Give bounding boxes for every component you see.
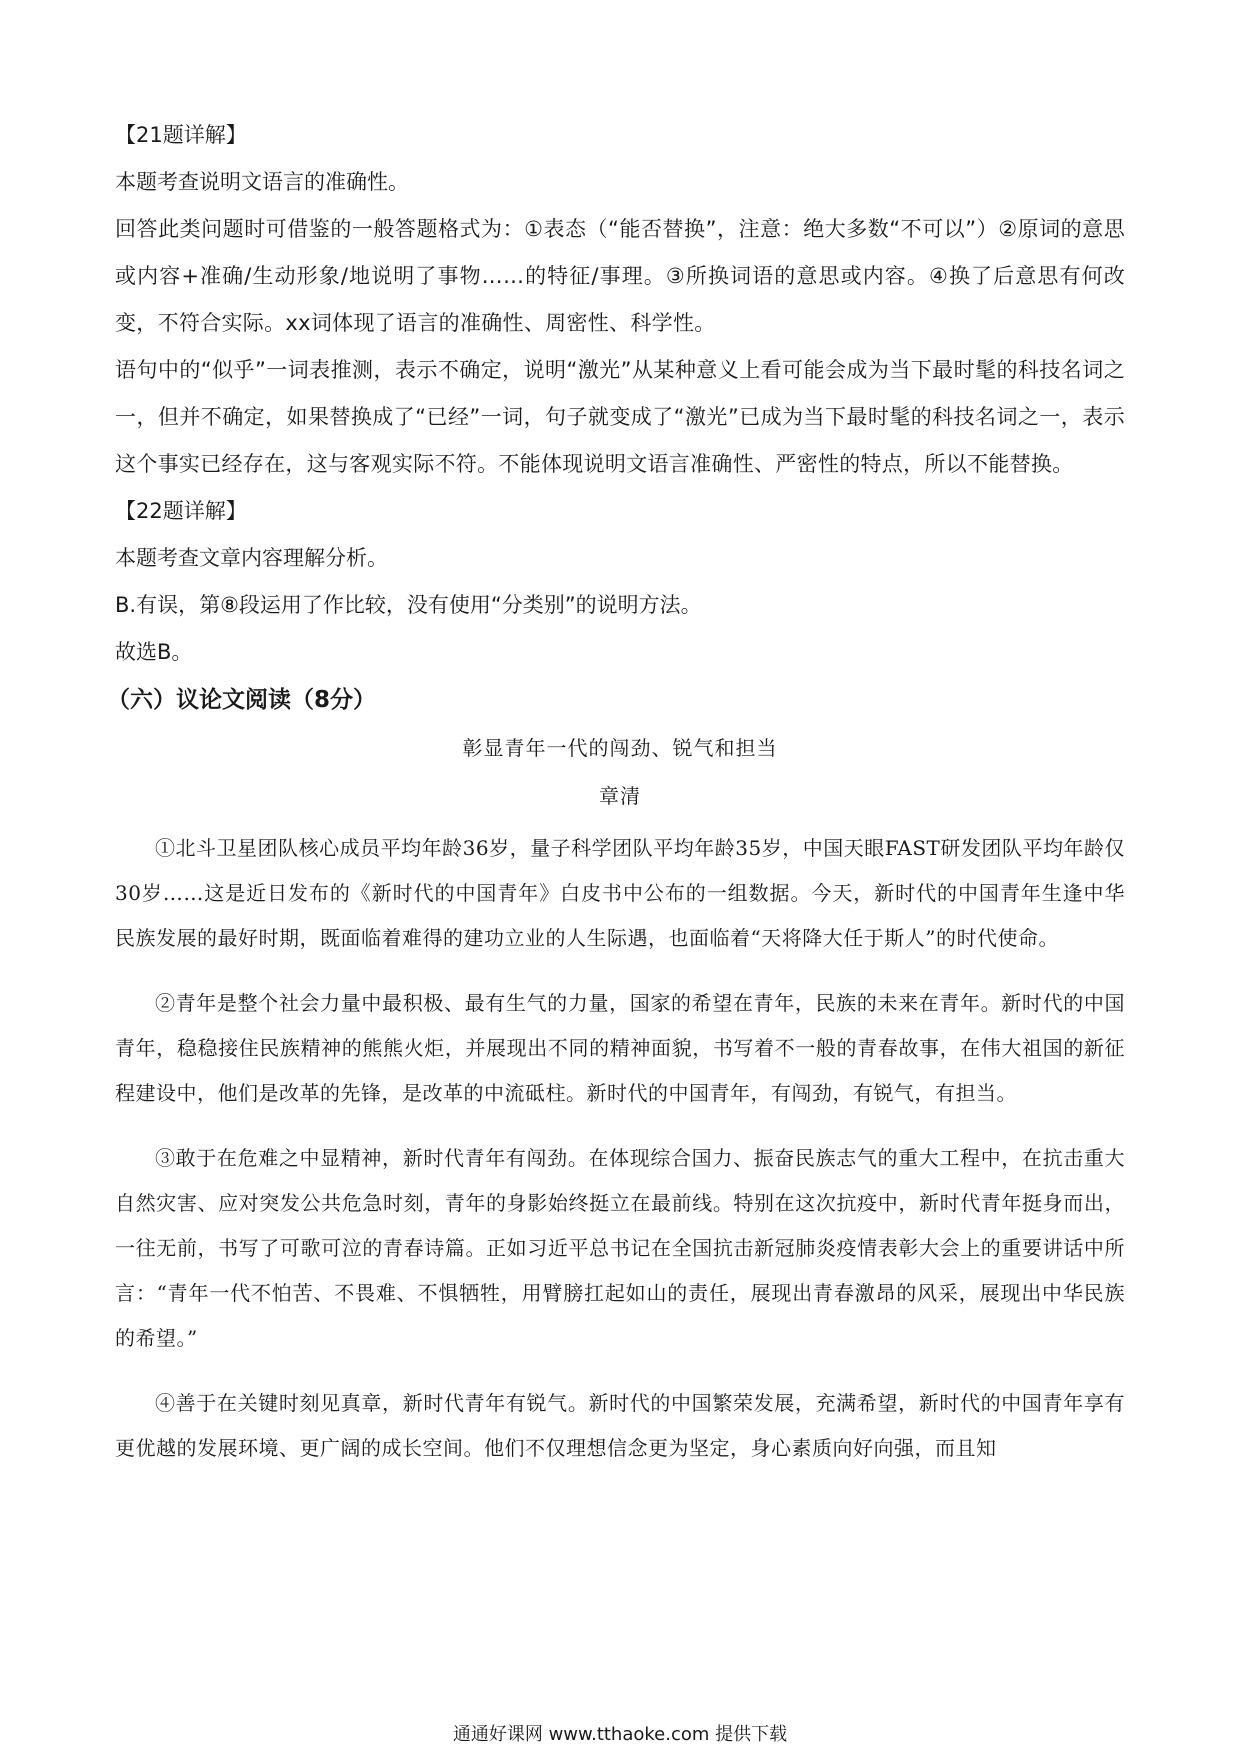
article-paragraph-1: ①北斗卫星团队核心成员平均年龄36岁，量子科学团队平均年龄35岁，中国天眼FAST研发团队平均年龄仅30岁……这是近日发布的《新时代的中国青年》白皮书中公布的一组数据。今天，新时代的中国青年生逢中华民族发展的最好时期，既面临着难得的建功立业的人生际遇，也面临着“天将降大任于斯人”的时代使命。	[115, 836, 1125, 950]
article-paragraph-4: ④善于在关键时刻见真章，新时代青年有锐气。新时代的中国繁荣发展，充满希望，新时代的中国青年享有更优越的发展环境、更广阔的成长空间。他们不仅理想信念更为坚定，身心素质向好向强，而且知	[115, 1391, 1125, 1460]
article-author: 章清	[599, 784, 641, 808]
q21-analysis: 语句中的“似乎”一词表推测，表示不确定，说明“激光”从某种意义上看可能会成为当下最时髦的科技名词之一，但并不确定，如果替换成了“已经”一词，句子就变成了“激光”已成为当下最时髦的科技名词之一，表示这个事实已经存在，这与客观实际不符。不能体现说明文语言准确性、严密性的特点，所以不能替换。	[115, 358, 1125, 476]
q21-intro: 本题考查说明文语言的准确性。	[115, 170, 409, 194]
q22-analysis: B.有误，第⑧段运用了作比较，没有使用“分类别”的说明方法。	[115, 593, 702, 617]
document-page	[107, 0, 1125, 1481]
article-title: 彰显青年一代的闯劲、锐气和担当	[462, 736, 778, 760]
q22-header: 【22题详解】	[115, 499, 247, 523]
q21-method: 回答此类问题时可借鉴的一般答题格式为：①表态（“能否替换”，注意：绝大多数“不可以”）②原词的意思或内容+准确/生动形象/地说明了事物……的特征/事理。③所换词语的意思或内容。④换了后意思有何改变，不符合实际。xx词体现了语言的准确性、周密性、科学性。	[115, 217, 1125, 335]
q22-answer: 故选B。	[115, 640, 193, 664]
q21-header: 【21题详解】	[115, 123, 247, 147]
footer-source: 通通好课网 www.tthaoke.com 提供下载	[452, 1724, 788, 1745]
article-paragraph-3: ③敢于在危难之中显精神，新时代青年有闯劲。在体现综合国力、振奋民族志气的重大工程中，在抗击重大自然灾害、应对突发公共危急时刻，青年的身影始终挺立在最前线。特别在这次抗疫中，新时代青年挺身而出，一往无前，书写了可歌可泣的青春诗篇。正如习近平总书记在全国抗击新冠肺炎疫情表彰大会上的重要讲话中所言：“青年一代不怕苦、不畏难、不惧牺牲，用臂膀扛起如山的责任，展现出青春激昂的风采，展现出中华民族的希望。”	[115, 1146, 1125, 1350]
q22-intro: 本题考查文章内容理解分析。	[115, 546, 388, 570]
article-paragraph-2: ②青年是整个社会力量中最积极、最有生气的力量，国家的希望在青年，民族的未来在青年。新时代的中国青年，稳稳接住民族精神的熊熊火炬，并展现出不同的精神面貌，书写着不一般的青春故事，在伟大祖国的新征程建设中，他们是改革的先锋，是改革的中流砥柱。新时代的中国青年，有闯劲，有锐气，有担当。	[115, 991, 1125, 1105]
section-heading: （六）议论文阅读（8分）	[107, 687, 377, 713]
